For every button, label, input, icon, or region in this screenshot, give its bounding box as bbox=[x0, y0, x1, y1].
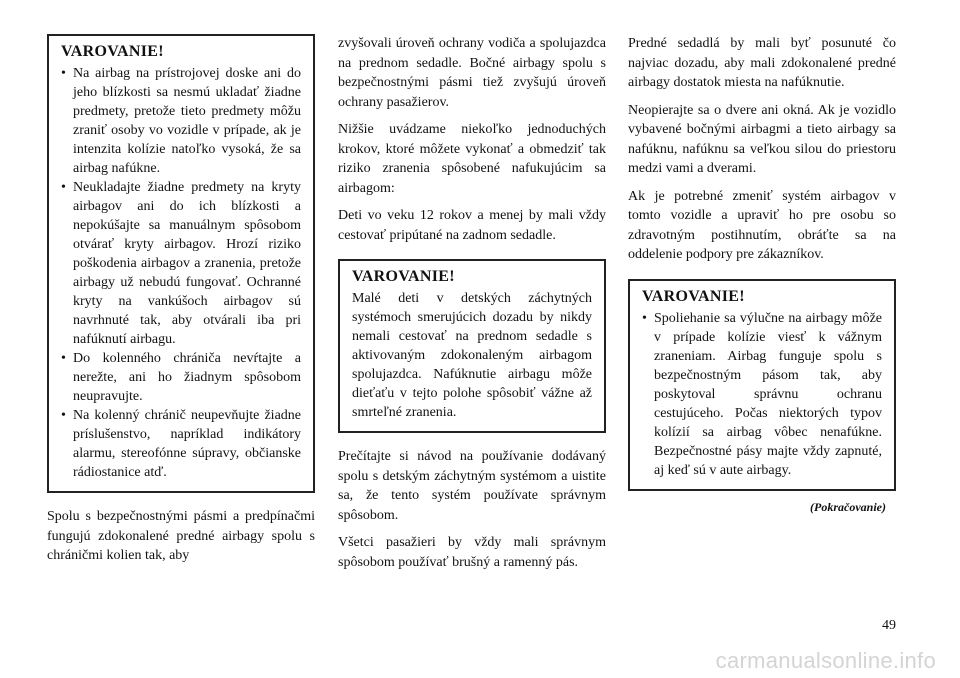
column-1 bbox=[47, 34, 315, 574]
warning-item: • Na kolenný chránič neupevňujte žiadne príslušenstvo, napríklad indikátory alarmu, stereofónne súpravy, občianske rádiostanice atď. bbox=[61, 406, 301, 482]
body-paragraph: zvyšovali úroveň ochrany vodiča a spolujazdca na prednom sedadle. Bočné airbagy spolu s bezpečnostnými pásmi tiež zvyšujú úroveň ochrany pasažierov. bbox=[338, 36, 606, 110]
warning-title: VAROVANIE! bbox=[352, 268, 455, 285]
watermark: carmanualsonline.info bbox=[715, 648, 936, 673]
warning-box-2 bbox=[338, 259, 606, 433]
warning-item: • Spoliehanie sa výlučne na airbagy môže v prípade kolízie viesť k vážnym zraneniam. Airbag funguje spolu s bezpečnostným pásom tak, aby poskytoval správnu ochranu cestujúceho. Počas niektorých typov kolízií sa airbag vôbec nenafúkne. Bezpečnostné pásy majte vždy zapnuté, aj keď sú v aute airbagy. bbox=[642, 309, 882, 480]
warning-item: • Na airbag na prístrojovej doske ani do jeho blízkosti sa nesmú ukladať žiadne predmety, pretože tieto predmety môžu zraniť osoby vo vozidle v prípade, ak je intenzita kolízie natoľko vysoká, že sa airbag nafúkne. bbox=[61, 64, 301, 178]
body-paragraph: Neopierajte sa o dvere ani okná. Ak je vozidlo vybavené bočnými airbagmi a tieto airbagy sa nafúknu, nafúknu sa veľkou silou do priestoru medzi vami a dverami. bbox=[628, 102, 896, 176]
body-paragraph: Nižšie uvádzame niekoľko jednoduchých krokov, ktoré môžete vykonať a obmedziť tak riziko zranenia spôsobené nafukujúcim sa airbagom: bbox=[338, 122, 606, 196]
body-paragraph: Deti vo veku 12 rokov a menej by mali vždy cestovať pripútané na zadnom sedadle. bbox=[338, 208, 606, 243]
body-paragraph: Prečítajte si návod na používanie dodávaný spolu s detským záchytným systémom a uistite sa, že tento systém používate správnym spôsobom. bbox=[338, 449, 606, 523]
warning-item: • Neukladajte žiadne predmety na kryty airbagov ani do ich blízkosti a nepokúšajte sa manuálnym spôsobom otvárať kryty airbagov. Hrozí riziko poškodenia airbagov a zranenia, pretože airbagy už nebudú fungovať. Ochranné kryty na vankúšoch airbagov sú navrhnuté tak, aby otvárali iba pri nafúknutí airbagu. bbox=[61, 178, 301, 349]
body-paragraph: Spolu s bezpečnostnými pásmi a predpínačmi fungujú zdokonalené predné airbagy spolu s chráničmi kolien tak, aby bbox=[47, 509, 315, 563]
warning-item: • Do kolenného chrániča nevŕtajte a nerežte, ani ho žiadnym spôsobom neupravujte. bbox=[61, 349, 301, 406]
warning-title: VAROVANIE! bbox=[61, 43, 164, 60]
warning-list bbox=[61, 64, 301, 482]
page-number: 49 bbox=[882, 618, 896, 633]
body-paragraph: Ak je potrebné zmeniť systém airbagov v tomto vozidle a upraviť ho pre osobu so zdravotným postihnutím, obráťte sa na oddelenie podpory pre zákazníkov. bbox=[628, 188, 896, 262]
body-paragraph: Všetci pasažieri by vždy mali správnym spôsobom používať brušný a ramenný pás. bbox=[338, 535, 606, 570]
warning-title: VAROVANIE! bbox=[642, 287, 745, 305]
column-2 bbox=[338, 34, 606, 580]
warning-box-1 bbox=[47, 34, 315, 493]
column-3 bbox=[628, 34, 896, 515]
warning-text: Malé deti v detských záchytných systémoch smerujúcich dozadu by nikdy nemali cestovať na prednom sedadle s aktivovaným zdokonaleným airbagom spolujazdca. Nafúknutie airbagu môže dieťaťu v tejto polohe spôsobiť vážne až smrteľné zranenia. bbox=[352, 291, 592, 420]
warning-box-3 bbox=[628, 279, 896, 491]
body-paragraph: Predné sedadlá by mali byť posunuté čo najviac dozadu, aby mali zdokonalené predné airbagy dostatok miesta na nafúknutie. bbox=[628, 36, 896, 90]
warning-list bbox=[642, 309, 882, 480]
continued-label: (Pokračovanie) bbox=[810, 499, 886, 514]
